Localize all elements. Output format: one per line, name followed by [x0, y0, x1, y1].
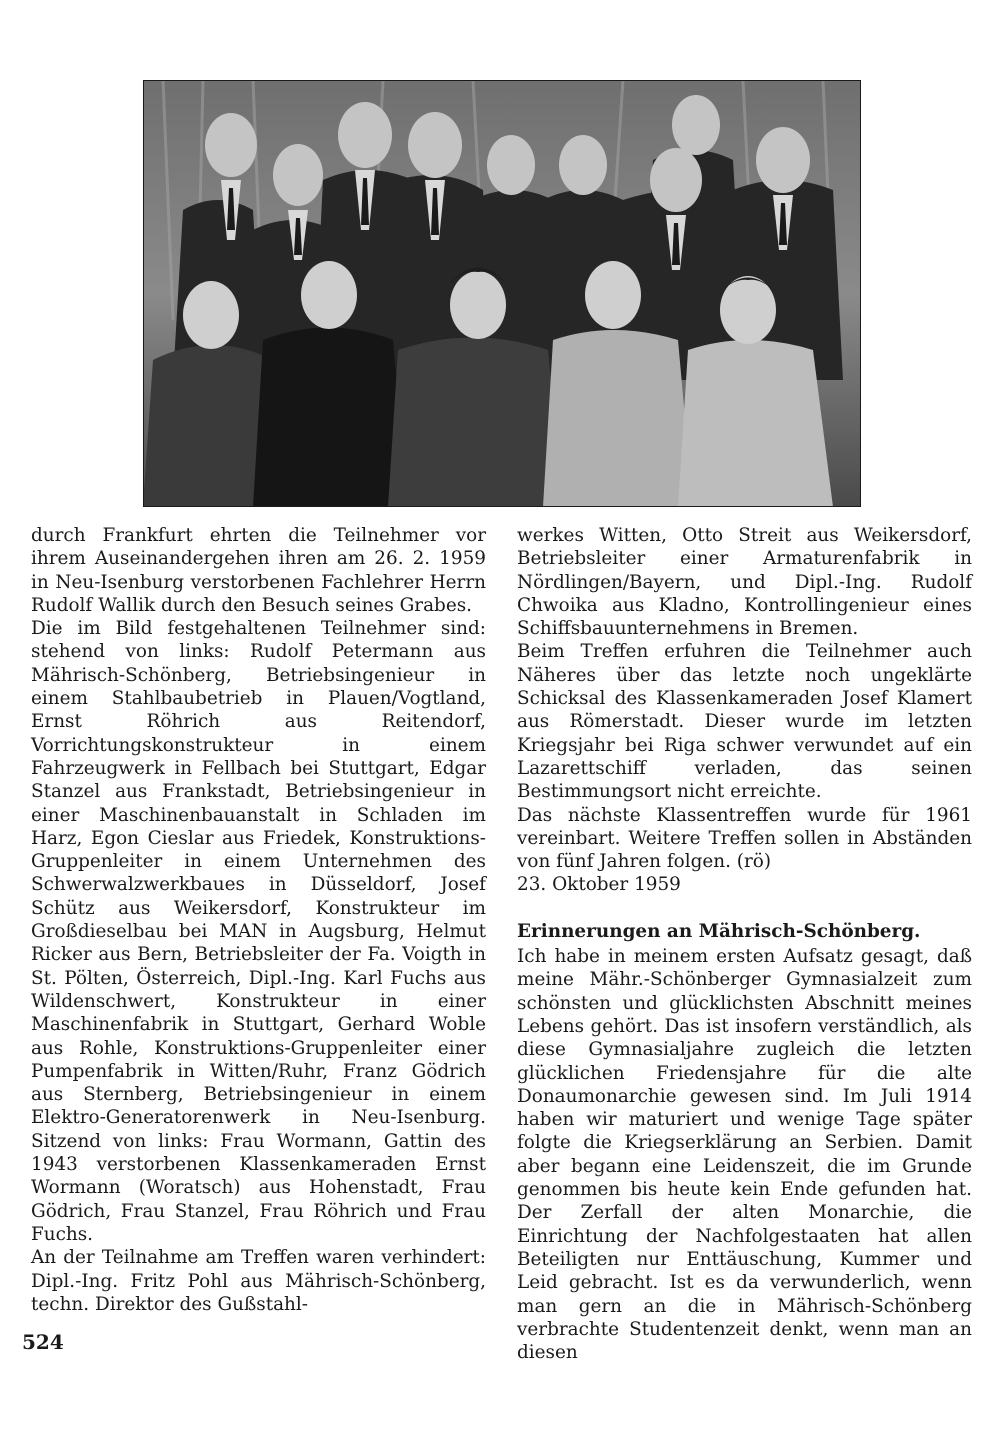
left-paragraph: durch Frankfurt ehrten die Teilnehmer vor ihrem Auseinandergehen ihren am 26. 2. 1959 in Neu-Isenburg verstorbenen Fachlehrer Herrn Rudolf Wallik durch den Besuch seines Grabes.: [31, 525, 486, 616]
group-photo-illustration: [143, 80, 861, 507]
right-paragraph: Beim Treffen erfuhren die Teilnehmer auch Näheres über das letzte noch ungeklärte Schicksal des Klassenkameraden Josef Klamert aus Römerstadt. Dieser wurde im letzten Kriegsjahr bei Riga schwer verwundet auf ein Lazarettschiff verladen, das seinen Bestimmungsort nicht erreichte.: [517, 641, 972, 803]
right-paragraph: Das nächste Klassentreffen wurde für 1961 vereinbart. Weitere Treffen sollen in Abständen von fünf Jahren folgen. (rö): [517, 804, 972, 873]
left-paragraph: Die im Bild festgehaltenen Teilnehmer sind: stehend von links: Rudolf Petermann aus Mährisch-Schönberg, Betriebsingenieur in einem Stahlbaubetrieb in Plauen/Vogtland, Ernst Röhrich aus Reitendorf, Vorrichtungskonstrukteur in einem Fahrzeugwerk in Fellbach bei Stuttgart, Edgar Stanzel aus Frankstadt, Betriebsingenieur in einer Maschinenbauanstalt in Schladen im Harz, Egon Cieslar aus Friedek, Konstruktions-Gruppenleiter in einem Unternehmen des Schwerwalzwerkbaues in Düsseldorf, Josef Schütz aus Weikersdorf, Konstrukteur im Großdieselbau bei MAN in Augsburg, Helmut Ricker aus Bern, Betriebsleiter der Fa. Voigth in St. Pölten, Österreich, Dipl.-Ing. Karl Fuchs aus Wildenschwert, Konstrukteur in einer Maschinenfabrik in Stuttgart, Gerhard Woble aus Rohle, Konstruktions-Gruppenleiter einer Pumpenfabrik in Witten/Ruhr, Franz Gödrich aus Sternberg, Betriebsingenieur in einem Elektro-Generatorenwerk in Neu-Isenburg. Sitzend von links: Frau Wormann, Gattin des 1943 verstorbenen Klassenkameraden Ernst Wormann (Woratsch) aus Hohenstadt, Frau Gödrich, Frau Stanzel, Frau Röhrich und Frau Fuchs.: [31, 618, 486, 1245]
right-paragraph: werkes Witten, Otto Streit aus Weikersdorf, Betriebsleiter einer Armaturenfabrik in Nördlingen/Bayern, und Dipl.-Ing. Rudolf Chwoika aus Kladno, Kontrollingenieur eines Schiffsbauunternehmens in Bremen.: [517, 525, 972, 640]
left-column: [31, 524, 486, 1316]
right-column: [517, 524, 972, 1364]
section-heading: Erinnerungen an Mährisch-Schönberg.: [517, 920, 921, 942]
essay-paragraph: Ich habe in meinem ersten Aufsatz gesagt, daß meine Mähr.-Schönberger Gymnasialzeit zum schönsten und glücklichsten Abschnitt meines Lebens gehört. Das ist insofern verständlich, als diese Gymnasialjahre zugleich die letzten glücklichen Friedensjahre für die alte Donaumonarchie gewesen sind. Im Juli 1914 haben wir maturiert und wenige Tage später folgte die Kriegserklärung an Serbien. Damit aber begann eine Leidenszeit, die im Grunde genommen bis heute kein Ende gefunden hat. Der Zerfall der alten Monarchie, die Einrichtung der Nachfolgestaaten hat allen Beteiligten nur Enttäuschung, Kummer und Leid gebracht. Ist es da verwunderlich, wenn man gern an die in Mährisch-Schönberg verbrachte Studentenzeit denkt, wenn man an diesen: [517, 946, 972, 1364]
group-photo: [143, 80, 861, 507]
date-line: 23. Oktober 1959: [517, 874, 681, 896]
left-paragraph: An der Teilnahme am Treffen waren verhindert: Dipl.-Ing. Fritz Pohl aus Mährisch-Schönberg, techn. Direktor des Gußstahl-: [31, 1247, 486, 1315]
page-number: 524: [22, 1330, 64, 1354]
